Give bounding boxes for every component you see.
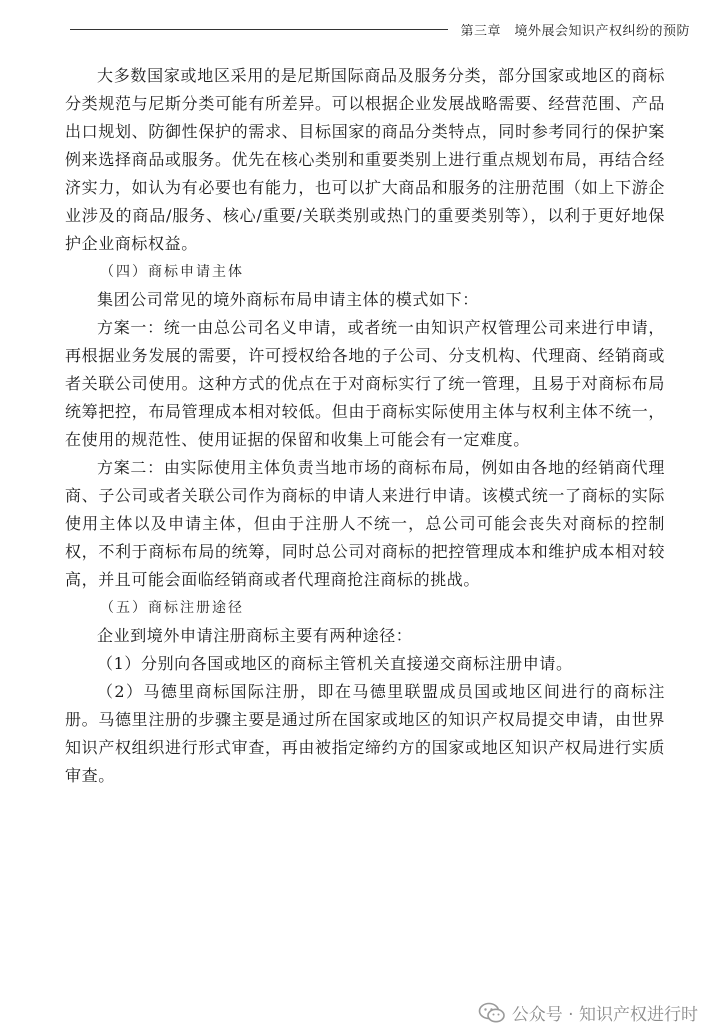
watermark xyxy=(478,1000,698,1025)
watermark-text: 公众号 · 知识产权进行时 xyxy=(511,1005,698,1025)
paragraph-option-two: 方案二：由实际使用主体负责当地市场的商标布局，例如由各地的经销商代理商、子公司或者关联公司作为商标的申请人来进行申请。该模式统一了商标的实际使用主体以及申请主体，但由于注册人不统一，总公司可能会丧失对商标的控制权，不利于商标布局的统筹，同时总公司对商标的把控管理成本和维护成本相对较高，并且可能会面临经销商或者代理商抢注商标的挑战。 xyxy=(65,458,665,589)
paragraph-route-two: （2）马德里商标国际注册，即在马德里联盟成员国或地区间进行的商标注册。马德里注册的步骤主要是通过所在国家或地区的知识产权局提交申请，由世界知识产权组织进行形式审查，再由被指定缔约方的国家或地区知识产权局进行实质审查。 xyxy=(65,682,665,785)
page-header xyxy=(70,18,690,40)
header-rule xyxy=(70,29,448,30)
section-heading-applicant: （四）商标申请主体 xyxy=(100,264,244,280)
paragraph-modes-intro: 集团公司常见的境外商标布局申请主体的模式如下： xyxy=(97,290,479,309)
paragraph-option-one: 方案一：统一由总公司名义申请，或者统一由知识产权管理公司来进行申请，再根据业务发展的需要，许可授权给各地的子公司、分支机构、代理商、经销商或者关联公司使用。这种方式的优点在于对商标实行了统一管理，且易于对商标布局统筹把控，布局管理成本相对较低。但由于商标实际使用主体与权利主体不统一，在使用的规范性、使用证据的保留和收集上可能会有一定难度。 xyxy=(65,318,665,449)
chapter-title: 第三章 境外展会知识产权纠纷的预防 xyxy=(460,23,690,39)
paragraph-nice-classification: 大多数国家或地区采用的是尼斯国际商品及服务分类，部分国家或地区的商标分类规范与尼斯分类可能有所差异。可以根据企业发展战略需要、经营范围、产品出口规划、防御性保护的需求、目标国家的商品分类特点，同时参考同行的保护案例来选择商品或服务。优先在核心类别和重要类别上进行重点规划布局，再结合经济实力，如认为有必要也有能力，也可以扩大商品和服务的注册范围（如上下游企业涉及的商品/服务、核心/重要/关联类别或热门的重要类别等），以利于更好地保护企业商标权益。 xyxy=(65,66,665,253)
wechat-icon xyxy=(478,1002,506,1024)
page-body xyxy=(65,62,665,790)
paragraph-routes-intro: 企业到境外申请注册商标主要有两种途径： xyxy=(97,626,413,645)
section-heading-registration: （五）商标注册途径 xyxy=(100,600,244,616)
paragraph-route-one: （1）分别向各国或地区的商标主管机关直接递交商标注册申请。 xyxy=(97,654,573,673)
